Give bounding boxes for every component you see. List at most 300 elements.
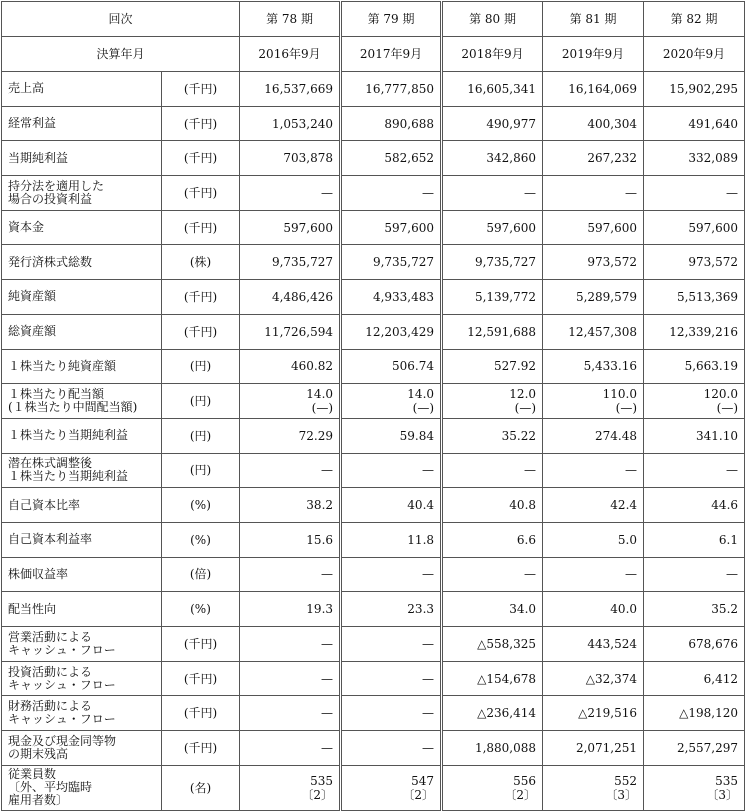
value-cell [442, 453, 543, 488]
value-cell [442, 731, 543, 766]
table-row [2, 384, 745, 419]
value-cell [240, 696, 341, 731]
value-line: 267,232 [587, 151, 638, 166]
value-line: 〔3〕 [706, 787, 739, 802]
value-line: — [726, 185, 739, 200]
value-line: 59.84 [399, 428, 435, 443]
value-cell [644, 453, 745, 488]
value-cell [240, 731, 341, 766]
value-cell [240, 72, 341, 107]
value-cell [341, 661, 442, 696]
value-line: — [524, 567, 537, 582]
value-line: (—) [412, 401, 435, 416]
row-unit: (円) [162, 453, 240, 488]
value-line: 6.6 [516, 532, 537, 547]
row-label [2, 453, 162, 488]
table-row [2, 106, 745, 141]
value-line: 110.0 [602, 387, 638, 402]
value-line: — [422, 636, 435, 651]
value-line: — [321, 706, 334, 721]
row-unit: (千円) [162, 141, 240, 176]
value-cell [644, 384, 745, 419]
row-label-line: 自己資本利益率 [8, 532, 93, 547]
fiscal-date-label: 決算年月 [2, 37, 240, 72]
value-cell [442, 557, 543, 592]
row-label-line: 従業員数 [8, 767, 57, 782]
value-cell [341, 488, 442, 523]
value-line: — [422, 463, 435, 478]
value-line: 1,053,240 [271, 116, 334, 131]
value-cell [543, 418, 644, 453]
value-line: 〔2〕 [301, 787, 334, 802]
row-unit: (%) [162, 488, 240, 523]
value-line: — [422, 671, 435, 686]
value-cell [442, 661, 543, 696]
value-cell [644, 245, 745, 280]
value-line: — [422, 185, 435, 200]
value-line: 443,524 [587, 636, 638, 651]
value-cell [543, 176, 644, 211]
table-row [2, 731, 745, 766]
value-line: 332,089 [688, 151, 739, 166]
value-line: 597,600 [384, 220, 435, 235]
value-line: 2,071,251 [575, 740, 638, 755]
row-unit: (%) [162, 522, 240, 557]
value-cell [644, 765, 745, 810]
row-unit: (円) [162, 384, 240, 419]
value-line: 460.82 [291, 359, 334, 374]
value-cell [644, 72, 745, 107]
fiscal-date-82: 2020年9月 [644, 37, 745, 72]
row-unit: (株) [162, 245, 240, 280]
value-line: 19.3 [306, 602, 334, 617]
value-cell [341, 245, 442, 280]
value-line: 400,304 [587, 116, 638, 131]
value-cell [442, 176, 543, 211]
value-cell [341, 731, 442, 766]
table-row [2, 210, 745, 245]
value-cell [543, 557, 644, 592]
value-cell [341, 627, 442, 662]
value-line: 35.22 [501, 428, 537, 443]
value-cell [644, 210, 745, 245]
row-label-line: 株価収益率 [8, 566, 69, 581]
value-cell [240, 106, 341, 141]
row-unit: (千円) [162, 661, 240, 696]
value-cell [240, 280, 341, 315]
value-cell [543, 488, 644, 523]
value-cell [543, 592, 644, 627]
table-row [2, 72, 745, 107]
period-78: 第 78 期 [240, 2, 341, 37]
table-row [2, 141, 745, 176]
value-line: (—) [615, 401, 638, 416]
value-line: 11,726,594 [264, 324, 334, 339]
value-line: 2,557,297 [676, 740, 739, 755]
table-row [2, 176, 745, 211]
period-header-row [2, 2, 745, 37]
value-line: 35.2 [711, 602, 739, 617]
row-label-line: １株当たり配当額 [8, 387, 105, 402]
value-cell [341, 418, 442, 453]
value-line: 44.6 [711, 498, 739, 513]
row-label [2, 696, 162, 731]
value-line: 491,640 [688, 116, 739, 131]
fiscal-date-78: 2016年9月 [240, 37, 341, 72]
table-row [2, 765, 745, 810]
value-line: 6,412 [703, 671, 739, 686]
table-row [2, 245, 745, 280]
value-cell [341, 522, 442, 557]
value-cell [341, 314, 442, 349]
value-line: 973,572 [587, 255, 638, 270]
value-line: — [625, 185, 638, 200]
value-cell [442, 141, 543, 176]
value-line: 552 [614, 773, 638, 788]
value-cell [341, 106, 442, 141]
value-line: 890,688 [384, 116, 435, 131]
value-line: 506.74 [392, 359, 435, 374]
value-line: 5,139,772 [474, 289, 537, 304]
value-cell [240, 418, 341, 453]
value-cell [240, 488, 341, 523]
value-line: 547 [411, 773, 435, 788]
financial-summary-table [1, 1, 745, 811]
value-cell [543, 453, 644, 488]
period-79: 第 79 期 [341, 2, 442, 37]
row-unit: (円) [162, 418, 240, 453]
row-label-line: 場合の投資利益 [8, 191, 93, 206]
row-label-line: 配当性向 [8, 601, 57, 616]
value-line: 9,735,727 [271, 255, 334, 270]
row-label-line: 現金及び現金同等物 [8, 733, 117, 748]
value-cell [240, 314, 341, 349]
table-body [2, 72, 745, 811]
value-line: — [726, 567, 739, 582]
row-unit: (千円) [162, 314, 240, 349]
value-line: 14.0 [306, 387, 334, 402]
value-line: 6.1 [718, 532, 739, 547]
value-line: — [726, 463, 739, 478]
value-line: 582,652 [384, 151, 435, 166]
value-line: 〔3〕 [605, 787, 638, 802]
row-unit: (%) [162, 592, 240, 627]
value-cell [644, 696, 745, 731]
value-line: 16,537,669 [264, 81, 334, 96]
value-line: △198,120 [679, 706, 739, 721]
table-row [2, 522, 745, 557]
value-cell [644, 176, 745, 211]
value-line: — [422, 706, 435, 721]
value-cell [240, 627, 341, 662]
value-cell [543, 245, 644, 280]
row-unit: (千円) [162, 696, 240, 731]
value-cell [543, 349, 644, 384]
value-cell [341, 280, 442, 315]
value-cell [644, 141, 745, 176]
row-label [2, 106, 162, 141]
table-row [2, 280, 745, 315]
value-line: 12,457,308 [568, 324, 638, 339]
row-label [2, 176, 162, 211]
row-unit: (円) [162, 349, 240, 384]
row-label [2, 418, 162, 453]
row-label [2, 210, 162, 245]
value-cell [644, 488, 745, 523]
table-row [2, 314, 745, 349]
value-line: (—) [716, 401, 739, 416]
row-label-line: キャッシュ・フロー [8, 642, 116, 657]
value-line: — [524, 463, 537, 478]
row-label-line: 総資産額 [8, 324, 57, 339]
value-line: 11.8 [407, 532, 435, 547]
value-line: 597,600 [486, 220, 537, 235]
row-label-line: 潜在株式調整後 [8, 456, 93, 471]
row-label [2, 314, 162, 349]
value-cell [442, 280, 543, 315]
table-row [2, 488, 745, 523]
row-label-line: 営業活動による [8, 629, 93, 644]
value-line: 9,735,727 [372, 255, 435, 270]
value-cell [442, 696, 543, 731]
value-cell [442, 592, 543, 627]
table-row [2, 453, 745, 488]
value-line: 490,977 [486, 116, 537, 131]
row-unit: (千円) [162, 627, 240, 662]
value-line: 72.29 [298, 428, 334, 443]
value-cell [543, 280, 644, 315]
row-label-line: 発行済株式総数 [8, 254, 93, 269]
value-line: (—) [311, 401, 334, 416]
value-line: 274.48 [595, 428, 638, 443]
row-label [2, 488, 162, 523]
value-cell [543, 696, 644, 731]
value-cell [543, 627, 644, 662]
row-label [2, 245, 162, 280]
value-cell [644, 661, 745, 696]
period-80: 第 80 期 [442, 2, 543, 37]
value-line: 12.0 [509, 387, 537, 402]
row-label-line: キャッシュ・フロー [8, 677, 116, 692]
value-cell [644, 314, 745, 349]
value-cell [442, 245, 543, 280]
value-line: 34.0 [509, 602, 537, 617]
period-81: 第 81 期 [543, 2, 644, 37]
value-line: 527.92 [494, 359, 537, 374]
value-line: — [321, 671, 334, 686]
value-line: — [422, 740, 435, 755]
fiscal-date-80: 2018年9月 [442, 37, 543, 72]
value-cell [644, 349, 745, 384]
value-cell [442, 72, 543, 107]
row-label-line: 経常利益 [8, 116, 57, 131]
row-label-line: 自己資本比率 [8, 497, 81, 512]
value-cell [240, 592, 341, 627]
value-cell [644, 557, 745, 592]
row-label-line: キャッシュ・フロー [8, 712, 116, 727]
value-line: 535 [715, 773, 739, 788]
value-line: — [625, 567, 638, 582]
value-line: — [321, 185, 334, 200]
value-line: 341.10 [696, 428, 739, 443]
value-cell [442, 488, 543, 523]
value-cell [442, 522, 543, 557]
value-line: (—) [514, 401, 537, 416]
value-line: 556 [513, 773, 537, 788]
row-label [2, 765, 162, 810]
row-label-line: 財務活動による [8, 699, 93, 714]
table-row [2, 349, 745, 384]
value-line: 5.0 [617, 532, 638, 547]
value-cell [644, 418, 745, 453]
value-line: 40.4 [407, 498, 435, 513]
value-line: 12,591,688 [467, 324, 537, 339]
table-row [2, 627, 745, 662]
row-label [2, 522, 162, 557]
value-cell [442, 349, 543, 384]
value-line: 42.4 [610, 498, 638, 513]
row-label [2, 72, 162, 107]
value-cell [240, 453, 341, 488]
row-unit: (倍) [162, 557, 240, 592]
row-unit: (千円) [162, 210, 240, 245]
value-line: 678,676 [688, 636, 739, 651]
value-cell [341, 592, 442, 627]
value-cell [240, 661, 341, 696]
value-line: 15.6 [306, 532, 334, 547]
row-label-line: 純資産額 [8, 289, 57, 304]
row-label [2, 384, 162, 419]
value-line: 5,663.19 [684, 359, 739, 374]
row-unit: (千円) [162, 106, 240, 141]
value-line: 5,289,579 [575, 289, 638, 304]
value-cell [341, 384, 442, 419]
value-line: — [422, 567, 435, 582]
value-cell [341, 765, 442, 810]
value-line: 535 [310, 773, 334, 788]
table-row [2, 418, 745, 453]
value-cell [240, 176, 341, 211]
value-cell [644, 731, 745, 766]
fiscal-date-81: 2019年9月 [543, 37, 644, 72]
table-row [2, 696, 745, 731]
row-label [2, 280, 162, 315]
value-cell [543, 661, 644, 696]
value-cell [644, 106, 745, 141]
row-label [2, 141, 162, 176]
value-line: 40.0 [610, 602, 638, 617]
value-cell [341, 453, 442, 488]
row-label-line: 当期純利益 [8, 150, 69, 165]
value-cell [341, 349, 442, 384]
period-label: 回次 [2, 2, 240, 37]
value-line: — [321, 463, 334, 478]
value-cell [240, 384, 341, 419]
row-label-line: １株当たり当期純利益 [8, 469, 129, 484]
value-line: 4,486,426 [271, 289, 334, 304]
value-cell [341, 557, 442, 592]
row-unit: (千円) [162, 72, 240, 107]
value-line: 23.3 [407, 602, 435, 617]
value-cell [442, 627, 543, 662]
row-label [2, 627, 162, 662]
row-label-line: 〔外、平均臨時 [8, 780, 93, 795]
value-cell [341, 176, 442, 211]
value-line: △558,325 [477, 636, 537, 651]
value-line: 5,433.16 [583, 359, 638, 374]
value-line: 1,880,088 [474, 740, 537, 755]
value-cell [240, 765, 341, 810]
table-row [2, 661, 745, 696]
value-line: 40.8 [509, 498, 537, 513]
row-label-line: 売上高 [8, 81, 45, 96]
row-label [2, 592, 162, 627]
value-cell [644, 522, 745, 557]
value-line: 16,777,850 [365, 81, 435, 96]
value-line: △32,374 [585, 671, 638, 686]
value-line: 597,600 [283, 220, 334, 235]
value-cell [442, 765, 543, 810]
value-line: — [321, 567, 334, 582]
value-line: 38.2 [306, 498, 334, 513]
value-cell [543, 314, 644, 349]
value-cell [543, 522, 644, 557]
value-cell [644, 280, 745, 315]
value-cell [442, 210, 543, 245]
row-label-line: １株当たり当期純利益 [8, 428, 129, 443]
value-cell [240, 141, 341, 176]
table-row [2, 557, 745, 592]
value-cell [644, 592, 745, 627]
fiscal-date-row [2, 37, 745, 72]
value-line: 9,735,727 [474, 255, 537, 270]
row-label-line: 持分法を適用した [8, 178, 105, 193]
value-line: △236,414 [477, 706, 537, 721]
value-cell [341, 141, 442, 176]
row-label-line: の期末残高 [8, 746, 69, 761]
value-cell [543, 731, 644, 766]
row-label [2, 731, 162, 766]
row-label-line: １株当たり純資産額 [8, 358, 117, 373]
row-label-line: 資本金 [8, 220, 45, 235]
row-unit: (千円) [162, 731, 240, 766]
value-cell [240, 245, 341, 280]
value-line: 12,203,429 [365, 324, 435, 339]
row-label-line: 投資活動による [8, 664, 93, 679]
value-cell [341, 696, 442, 731]
value-cell [644, 627, 745, 662]
table-row [2, 592, 745, 627]
value-line: — [524, 185, 537, 200]
value-cell [442, 314, 543, 349]
value-line: — [321, 636, 334, 651]
value-cell [543, 72, 644, 107]
value-line: 703,878 [283, 151, 334, 166]
value-line: — [321, 740, 334, 755]
row-label [2, 557, 162, 592]
value-line: 120.0 [703, 387, 739, 402]
value-line: 〔2〕 [504, 787, 537, 802]
row-label [2, 661, 162, 696]
value-cell [341, 210, 442, 245]
row-label [2, 349, 162, 384]
value-cell [240, 210, 341, 245]
fiscal-date-79: 2017年9月 [341, 37, 442, 72]
value-cell [543, 106, 644, 141]
value-line: 597,600 [587, 220, 638, 235]
value-line: △154,678 [477, 671, 537, 686]
period-82: 第 82 期 [644, 2, 745, 37]
